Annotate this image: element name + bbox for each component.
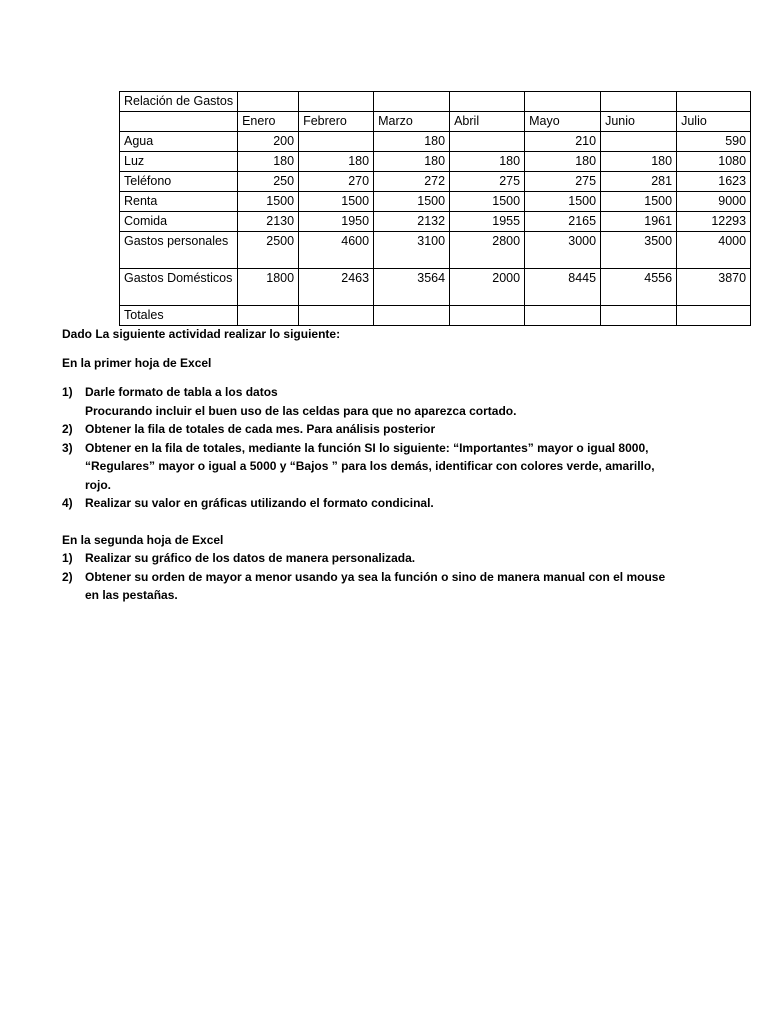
list-item: [62, 568, 665, 605]
list-text: Realizar su valor en gráficas utilizando el formato condicinal.: [85, 496, 434, 510]
list-number: 1): [62, 551, 73, 565]
value-cell: 2165: [525, 212, 601, 232]
row-label: Gastos personales: [120, 232, 238, 269]
list-text: Realizar su gráfico de los datos de manera personalizada.: [85, 551, 416, 565]
value-cell: 590: [677, 132, 751, 152]
row-label: Luz: [120, 152, 238, 172]
value-cell: 1500: [299, 192, 374, 212]
instructions-block: [62, 325, 665, 605]
value-cell: 180: [601, 152, 677, 172]
month-header: Julio: [677, 112, 751, 132]
empty-cell: [450, 92, 525, 112]
month-header: Febrero: [299, 112, 374, 132]
value-cell: 180: [238, 152, 299, 172]
value-cell: 4000: [677, 232, 751, 269]
value-cell: 281: [601, 172, 677, 192]
list-item: [62, 549, 665, 568]
list-number: 2): [62, 569, 73, 584]
value-cell: 3564: [374, 269, 450, 306]
row-label: Renta: [120, 192, 238, 212]
row-label: Gastos Domésticos: [120, 269, 238, 306]
value-cell: [299, 132, 374, 152]
total-cell: [299, 306, 374, 326]
list-text: Obtener la fila de totales de cada mes. Para análisis posterior: [85, 422, 436, 436]
value-cell: 275: [525, 172, 601, 192]
value-cell: 1955: [450, 212, 525, 232]
value-cell: 2130: [238, 212, 299, 232]
value-cell: 1800: [238, 269, 299, 306]
sheet2-title: En la segunda hoja de Excel: [62, 532, 224, 547]
value-cell: 210: [525, 132, 601, 152]
list-text-cont: “Regulares” mayor o igual a 5000 y “Bajos ” para los demás, identificar con colores verde, amarillo,: [85, 459, 655, 473]
row-label: Comida: [120, 212, 238, 232]
value-cell: 1950: [299, 212, 374, 232]
value-cell: 180: [374, 152, 450, 172]
value-cell: 4556: [601, 269, 677, 306]
month-header: Abril: [450, 112, 525, 132]
total-cell: [525, 306, 601, 326]
table-title: Relación de Gastos: [120, 92, 238, 112]
list-number: 4): [62, 496, 73, 510]
value-cell: 200: [238, 132, 299, 152]
table-row: [120, 232, 751, 269]
value-cell: 2463: [299, 269, 374, 306]
sheet1-list: [62, 383, 665, 513]
list-item: [62, 420, 665, 439]
month-header-row: [120, 112, 751, 132]
value-cell: [601, 132, 677, 152]
table-title-row: [120, 92, 751, 112]
list-text: Obtener su orden de mayor a menor usando ya sea la función o sino de manera manual con el mouse: [85, 569, 666, 584]
value-cell: 2132: [374, 212, 450, 232]
list-item: [62, 439, 665, 495]
value-cell: 1500: [238, 192, 299, 212]
total-cell: [601, 306, 677, 326]
totals-row: [120, 306, 751, 326]
value-cell: 1623: [677, 172, 751, 192]
value-cell: 2000: [450, 269, 525, 306]
table-row: [120, 152, 751, 172]
value-cell: 1500: [374, 192, 450, 212]
empty-cell: [238, 92, 299, 112]
value-cell: 272: [374, 172, 450, 192]
value-cell: 1080: [677, 152, 751, 172]
table-row: [120, 172, 751, 192]
value-cell: 3100: [374, 232, 450, 269]
value-cell: 2500: [238, 232, 299, 269]
month-header: Mayo: [525, 112, 601, 132]
row-label: Teléfono: [120, 172, 238, 192]
list-number: 3): [62, 440, 73, 455]
total-cell: [238, 306, 299, 326]
month-header: Marzo: [374, 112, 450, 132]
value-cell: 8445: [525, 269, 601, 306]
sheet1-title: En la primer hoja de Excel: [62, 355, 212, 370]
empty-cell: [601, 92, 677, 112]
table-row: [120, 132, 751, 152]
total-cell: [374, 306, 450, 326]
value-cell: 3870: [677, 269, 751, 306]
value-cell: 9000: [677, 192, 751, 212]
value-cell: [450, 132, 525, 152]
list-text: Obtener en la fila de totales, mediante la función SI lo siguiente: “Importantes” mayor o igual 8000,: [85, 440, 649, 455]
list-text-cont: Procurando incluir el buen uso de las celdas para que no aparezca cortado.: [85, 403, 517, 418]
table-row: [120, 212, 751, 232]
value-cell: 250: [238, 172, 299, 192]
value-cell: 1500: [450, 192, 525, 212]
month-header: Junio: [601, 112, 677, 132]
total-cell: [450, 306, 525, 326]
value-cell: 1500: [601, 192, 677, 212]
corner-cell: [120, 112, 238, 132]
empty-cell: [525, 92, 601, 112]
expenses-table: [119, 91, 751, 326]
list-text-cont: en las pestañas.: [85, 588, 178, 602]
value-cell: 3500: [601, 232, 677, 269]
value-cell: 180: [450, 152, 525, 172]
list-text: Darle formato de tabla a los datos: [85, 385, 278, 399]
total-cell: [677, 306, 751, 326]
sheet2-list: [62, 549, 665, 605]
empty-cell: [299, 92, 374, 112]
value-cell: 180: [299, 152, 374, 172]
empty-cell: [677, 92, 751, 112]
value-cell: 2800: [450, 232, 525, 269]
list-item: [62, 383, 665, 420]
list-item: [62, 494, 665, 513]
intro-text: Dado La siguiente actividad realizar lo siguiente:: [62, 327, 341, 341]
value-cell: 3000: [525, 232, 601, 269]
month-header: Enero: [238, 112, 299, 132]
row-label: Totales: [120, 306, 238, 326]
value-cell: 270: [299, 172, 374, 192]
table-row: [120, 269, 751, 306]
list-number: 2): [62, 422, 73, 436]
value-cell: 180: [374, 132, 450, 152]
value-cell: 275: [450, 172, 525, 192]
value-cell: 180: [525, 152, 601, 172]
value-cell: 4600: [299, 232, 374, 269]
row-label: Agua: [120, 132, 238, 152]
value-cell: 12293: [677, 212, 751, 232]
list-text-cont: rojo.: [85, 477, 111, 492]
value-cell: 1961: [601, 212, 677, 232]
table-row: [120, 192, 751, 212]
list-number: 1): [62, 385, 73, 399]
value-cell: 1500: [525, 192, 601, 212]
empty-cell: [374, 92, 450, 112]
